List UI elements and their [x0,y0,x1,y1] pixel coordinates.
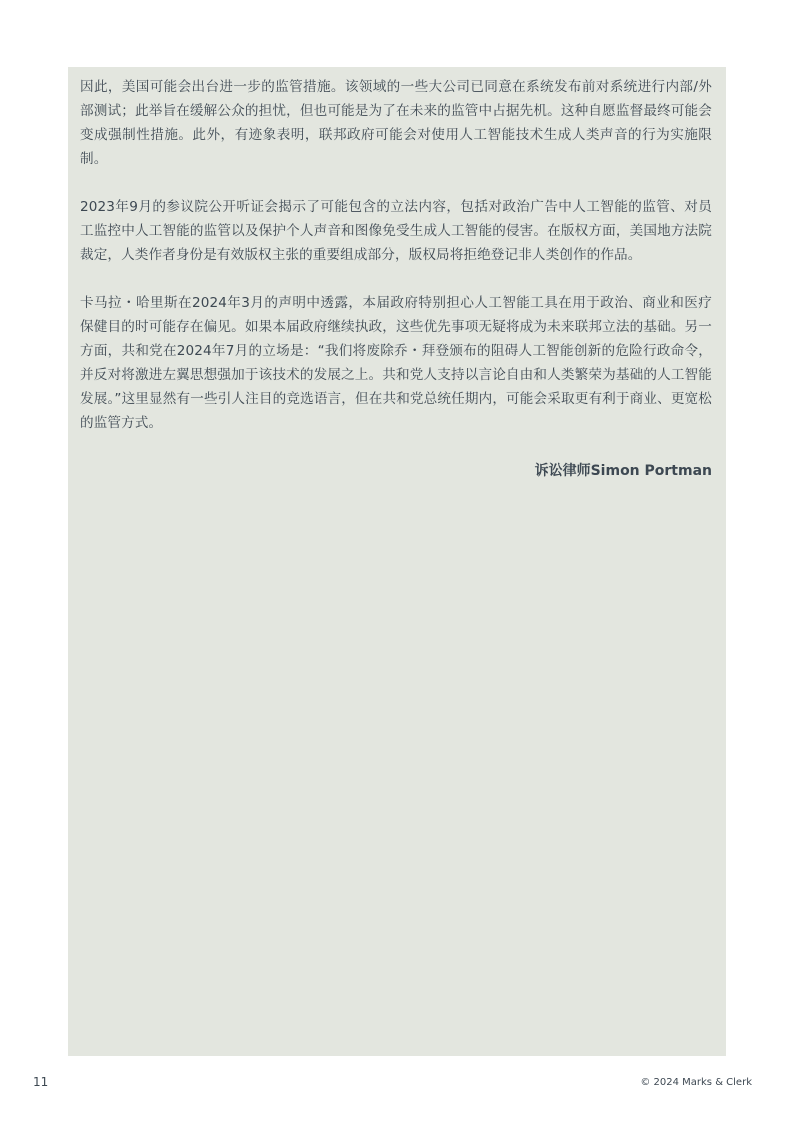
page-number: 11 [33,1075,49,1089]
content-panel [68,67,726,1056]
paragraph-3: 卡马拉・哈里斯在2024年3月的声明中透露，本届政府特别担心人工智能工具在用于政治、商业和医疗保健目的时可能存在偏见。如果本届政府继续执政，这些优先事项无疑将成为未来联邦立法的基础。另一方面，共和党在2024年7月的立场是：“我们将废除乔・拜登颁布的阻碍人工智能创新的危险行政命令，并反对将激进左翼思想强加于该技术的发展之上。共和党人支持以言论自由和人类繁荣为基础的人工智能发展。”这里显然有一些引人注目的竞选语言，但在共和党总统任期内，可能会采取更有利于商业、更宽松的监管方式。 [80,295,712,431]
author-signature: 诉讼律师Simon Portman [534,463,712,479]
paragraph-1: 因此，美国可能会出台进一步的监管措施。该领域的一些大公司已同意在系统发布前对系统进行内部/外部测试；此举旨在缓解公众的担忧，但也可能是为了在未来的监管中占据先机。这种自愿监督最终可能会变成强制性措施。此外，有迹象表明，联邦政府可能会对使用人工智能技术生成人类声音的行为实施限制。 [80,79,712,167]
copyright-notice: © 2024 Marks & Clerk [640,1077,752,1088]
paragraph-2: 2023年9月的参议院公开听证会揭示了可能包含的立法内容，包括对政治广告中人工智能的监管、对员工监控中人工智能的监管以及保护个人声音和图像免受生成人工智能的侵害。在版权方面，美国地方法院裁定，人类作者身份是有效版权主张的重要组成部分，版权局将拒绝登记非人类创作的作品。 [80,199,712,263]
article-body [80,75,712,483]
